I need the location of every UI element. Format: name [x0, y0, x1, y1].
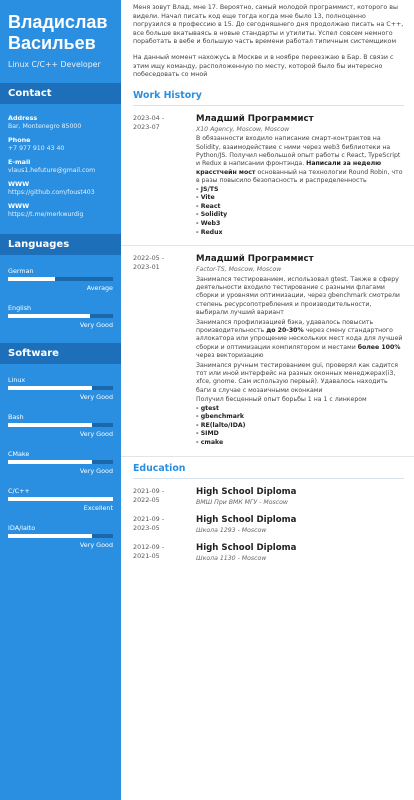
skill-item: [8, 450, 113, 475]
skill-bar-fill: [8, 534, 92, 538]
skill-level: Very Good: [79, 393, 113, 401]
intro-paragraph: Меня зовут Влад, мне 17. Вероятно, самый молодой программист, которого вы видели. Начал писать код еще тогда когда мне было 13, полноценно погрузился в профессию в 15. До сегодняшнего дня продолжаю писать на C++, все больше вкатываясь в новые стандарты и утилиты. Успел совсем немного поработать в вебе и большую часть времени работал типичным системщиком: [133, 4, 404, 46]
entry-body: [196, 515, 404, 535]
skill-name: C/C++: [8, 487, 30, 495]
school-name: ВМШ При ВМК МГУ - Moscow: [196, 498, 288, 506]
tech-item: - React: [196, 202, 221, 210]
contact-label: E-mail: [8, 158, 31, 166]
sidebar: [0, 0, 121, 800]
date-end: 2023-07: [133, 122, 160, 131]
job-title: Младший Программист: [196, 113, 314, 124]
skill-name: Linux: [8, 376, 26, 384]
date-end: 2022-05: [133, 495, 160, 504]
date-end: 2023-01: [133, 263, 160, 272]
section-title: Education: [133, 463, 404, 479]
skill-level: Average: [86, 284, 113, 292]
job-description-4: Получил бесценный опыт борьбы 1 на 1 с линкером: [196, 396, 367, 404]
skill-bar-fill: [8, 497, 113, 501]
skill-name: CMake: [8, 450, 30, 458]
job-description-2: [196, 319, 404, 361]
desc-text: основанный на технологии Round Robin, что в разы повысило безопасность и распределенность: [196, 168, 403, 185]
education-section: [121, 463, 414, 564]
skill-bar-fill: [8, 277, 55, 281]
date-end: 2023-05: [133, 524, 160, 533]
skill-bar-fill: [8, 423, 92, 427]
skill-bar: [8, 423, 113, 427]
school-name: Школа 1293 - Moscow: [196, 527, 267, 535]
date-start: 2022-05 -: [133, 254, 165, 263]
skill-bar-fill: [8, 460, 92, 464]
desc-text: В обязанности входило написание смарт-контрактов на Solidity, взаимодействие с ними через web3 библиотеки на Python/JS. Получил небольшой опыт работы с React, TypeScript и Redux в написании фронтэнда.: [196, 135, 401, 168]
skill-level: Excellent: [83, 504, 113, 512]
skill-bar-fill: [8, 386, 92, 390]
skill-bar: [8, 497, 113, 501]
skill-item: [8, 524, 113, 549]
tech-item: - Web3: [196, 219, 221, 227]
contact-heading: Contact: [0, 83, 121, 104]
work-history-section: [121, 90, 414, 457]
skill-level: Very Good: [79, 430, 113, 438]
education-entry: [121, 535, 414, 563]
desc-text: Занимался профилизацией бэка, удавалось повысить производительность: [196, 318, 374, 334]
tech-item: - gtest: [196, 404, 219, 412]
profile-header: [0, 0, 121, 75]
intro-paragraph: На данный момент нахожусь в Москве и в ноябре переезжаю в Бар. В связи с этим ищу команду, расположенную по месту, которой было бы интересно побеседовать со мной: [133, 53, 394, 79]
contact-label: WWW: [8, 180, 30, 188]
skill-name: German: [8, 267, 34, 275]
degree-title: High School Diploma: [196, 486, 297, 497]
desc-highlight: Написали за неделю красстчейн мост: [196, 160, 382, 176]
section-title: Work History: [133, 90, 404, 106]
skill-name: Bash: [8, 413, 24, 421]
intro-summary: [121, 0, 414, 80]
entry-dates: [133, 254, 196, 447]
skill-item: [8, 413, 113, 438]
entry-dates: [133, 114, 196, 237]
entry-body: [196, 487, 404, 507]
tech-item: - Redux: [196, 228, 223, 236]
tech-item: - gbenchmark: [196, 413, 245, 421]
entry-dates: [133, 487, 196, 507]
contact-list: [0, 104, 121, 222]
date-start: 2012-09 -: [133, 543, 165, 552]
entry-body: [196, 114, 404, 237]
work-entry: [121, 246, 414, 456]
software-list: [0, 364, 121, 549]
skill-name: IDA/lalto: [8, 524, 36, 532]
skill-item: [8, 304, 113, 329]
skill-level: Very Good: [79, 467, 113, 475]
degree-title: High School Diploma: [196, 515, 297, 526]
skill-item: [8, 376, 113, 401]
skill-bar: [8, 534, 113, 538]
entry-body: [196, 254, 404, 447]
tagline: Linux C/C++ Developer: [8, 60, 101, 69]
job-title: Младший Программист: [196, 254, 314, 265]
phone-value: +7 977 910 43 40: [8, 145, 65, 152]
desc-highlight: более 100%: [357, 343, 401, 351]
address-value: Bar, Montenegro 85000: [8, 123, 82, 130]
skill-name: English: [8, 304, 32, 312]
languages-heading: Languages: [0, 234, 121, 255]
job-description-3: Занимался ручным тестированием gui, проверял как садится тот или иной интерфейс на разных оконных менеджерах(i3, xfce, gnome. Сам использую первый). Удавалось находить баги в случае с мозаичными оконками: [196, 361, 398, 394]
telegram-link[interactable]: https://t.me/merkwurdig: [8, 211, 84, 218]
date-start: 2021-09 -: [133, 486, 165, 495]
tech-item: - JS/TS: [196, 185, 219, 193]
tech-item: - Vite: [196, 194, 215, 202]
software-heading: Software: [0, 343, 121, 364]
employer: X10 Agency, Moscow, Moscow: [196, 125, 290, 133]
skill-item: [8, 487, 113, 512]
desc-highlight: до 20-30%: [266, 327, 304, 334]
contact-label: Address: [8, 114, 38, 122]
languages-list: [0, 255, 121, 329]
tech-list: [196, 405, 404, 448]
school-name: Школа 1130 - Moscow: [196, 555, 267, 563]
date-end: 2021-05: [133, 552, 160, 561]
contact-label: Phone: [8, 136, 31, 144]
work-entry: [121, 106, 414, 246]
tech-item: - RE(lalto/IDA): [196, 421, 246, 429]
degree-title: High School Diploma: [196, 543, 297, 554]
date-start: 2021-09 -: [133, 515, 165, 524]
entry-dates: [133, 543, 196, 563]
skill-bar: [8, 277, 113, 281]
education-entry: [121, 479, 414, 507]
skill-bar: [8, 386, 113, 390]
contact-label: WWW: [8, 202, 30, 210]
email-link[interactable]: vlaus1.hefuture@gmail.com: [8, 167, 96, 174]
main-content: [121, 0, 414, 800]
skill-bar: [8, 314, 113, 318]
tech-item: - cmake: [196, 439, 224, 447]
skill-item: [8, 267, 113, 292]
job-description: [196, 135, 404, 185]
entry-body: [196, 543, 404, 563]
education-entry: [121, 507, 414, 535]
last-name: Васильев: [8, 33, 96, 53]
skill-level: Very Good: [79, 541, 113, 549]
skill-bar-fill: [8, 314, 90, 318]
entry-dates: [133, 515, 196, 535]
skill-level: Very Good: [79, 321, 113, 329]
tech-list: [196, 186, 404, 238]
desc-text: через векторизацию: [196, 352, 264, 360]
github-link[interactable]: https://github.com/foust403: [8, 189, 95, 196]
employer: Factor-TS, Moscow, Moscow: [196, 266, 282, 274]
desc-text: через смену стандартного аллокатора или упрощение нескольких мест кода для лучшей сборки и оптимизации компилятором и местами: [196, 327, 403, 351]
skill-bar: [8, 460, 113, 464]
tech-item: - Solidity: [196, 211, 228, 219]
date-start: 2023-04 -: [133, 113, 165, 122]
tech-item: - SIMD: [196, 430, 219, 438]
first-name: Владислав: [8, 12, 108, 32]
job-description-1: Занимался тестированием, использовал gtest. Также в сферу деятельности входило тестирование с разными флагами сборки и уровнями оптимизации, через gbenchmark смотрели степень ресурсопотребления и производительности, выбирали лучший вариант: [196, 275, 400, 317]
